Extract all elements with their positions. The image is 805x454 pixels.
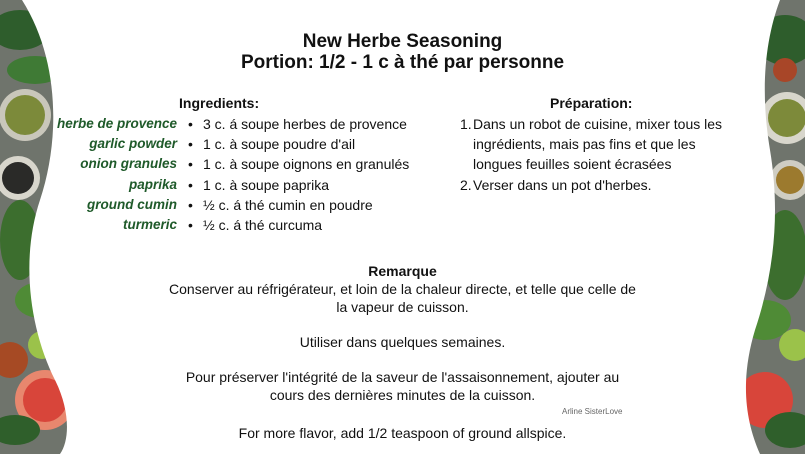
remark-section (0, 262, 805, 404)
step-number: 1. (460, 116, 472, 132)
ingredient-text: 3 c. á soupe herbes de provence (203, 116, 407, 132)
remark-usage: Utiliser dans quelques semaines. (299, 334, 506, 350)
ingredient-text: 1 c. à soupe paprika (203, 176, 330, 193)
ingredient-item (188, 195, 409, 215)
preparation-heading: Préparation: (550, 95, 633, 111)
step-text: Dans un robot de cuisine, mixer tous les ingrédients, mais pas fins et que les longues feuilles soient écrasées (473, 116, 723, 173)
english-name: herbe de provence (56, 116, 177, 131)
bullet-icon: • (188, 156, 193, 173)
step-text: Verser dans un pot d'herbes. (473, 176, 652, 193)
step-number: 2. (460, 176, 472, 193)
ingredient-text: 1 c. à soupe poudre d'ail (203, 136, 356, 153)
ingredients-heading: Ingredients: (179, 95, 260, 111)
ingredient-item (188, 154, 409, 174)
page-title (0, 31, 805, 73)
english-name: turmeric (122, 216, 177, 232)
step-item (460, 175, 750, 195)
ingredient-text: 1 c. à soupe oignons en granulés (203, 156, 410, 173)
remark-heading: Remarque (368, 263, 437, 279)
bullet-icon: • (188, 136, 193, 153)
ingredient-text: ½ c. á thé cumin en poudre (203, 196, 373, 213)
ingredient-item (188, 134, 409, 154)
ingredients-list (188, 114, 409, 235)
english-name: garlic powder (89, 136, 177, 152)
remark-flavor-tip: Pour préserver l'intégrité de la saveur de l'assaisonnement, ajouter au cours des dernières minutes de la cuisson. (185, 369, 620, 403)
ingredient-item (188, 114, 409, 134)
ingredient-text: ½ c. á thé curcuma (203, 216, 323, 233)
bullet-icon: • (188, 216, 193, 233)
english-names-list (40, 114, 177, 235)
ingredient-item (188, 215, 409, 235)
bullet-icon: • (188, 176, 193, 193)
title-line-1: New Herbe Seasoning (302, 31, 503, 52)
title-line-2: Portion: 1/2 - 1 c à thé par personne (240, 52, 565, 73)
remark-storage: Conserver au réfrigérateur, et loin de la chaleur directe, et telle que celle de la vapeur de cuisson. (169, 281, 636, 315)
english-name: ground cumin (87, 196, 177, 212)
english-name: onion granules (80, 156, 177, 172)
step-item (460, 114, 750, 175)
more-flavor-note: For more flavor, add 1/2 teaspoon of ground allspice. (238, 425, 567, 441)
bullet-icon: • (188, 116, 193, 132)
bullet-icon: • (188, 196, 193, 213)
author-credit: Arline SisterLove (562, 407, 623, 416)
preparation-steps (460, 114, 750, 195)
english-name: paprika (128, 176, 177, 192)
ingredient-item (188, 175, 409, 195)
